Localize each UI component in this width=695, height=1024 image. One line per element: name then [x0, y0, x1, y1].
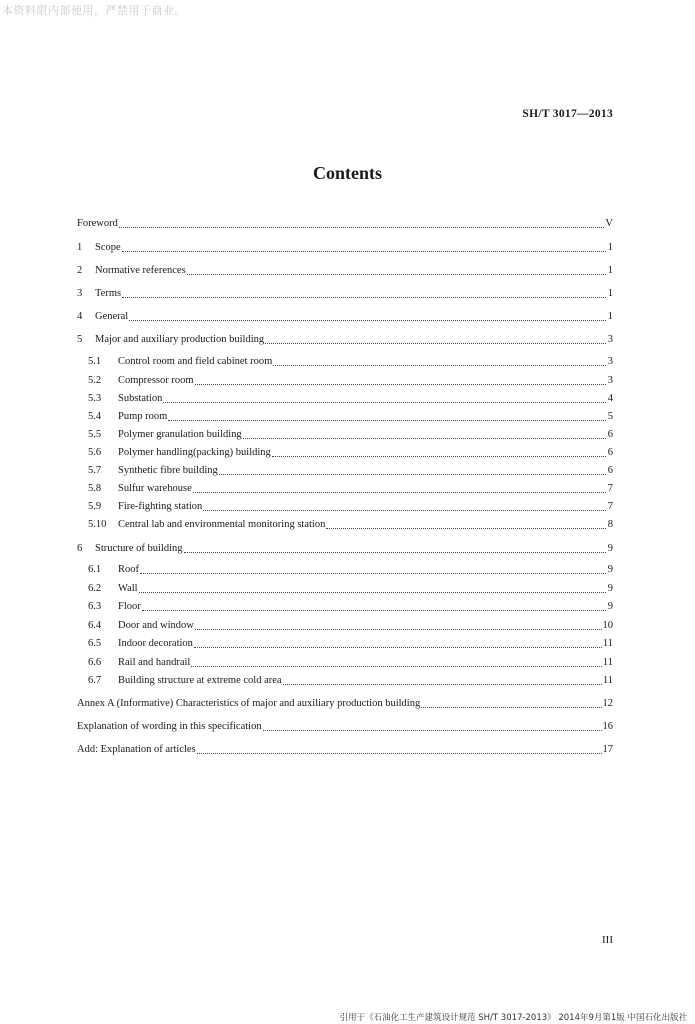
toc-entry-title: Wall: [118, 583, 138, 594]
toc-entry-page: 8: [607, 519, 613, 530]
toc-entry-title: Terms: [95, 288, 122, 299]
toc-leader-dots: [195, 629, 602, 630]
toc-entry-page: 3: [607, 356, 613, 367]
toc-leader-dots: [193, 492, 606, 493]
toc-leader-dots: [263, 730, 602, 731]
toc-leader-dots: [139, 592, 606, 593]
toc-entry-number: 6.5: [88, 638, 102, 649]
toc-entry-title: Major and auxiliary production building: [95, 334, 265, 345]
toc-leader-dots: [142, 610, 606, 611]
toc-entry-number: 1: [77, 242, 83, 253]
toc-entry[interactable]: [88, 410, 613, 424]
toc-leader-dots: [191, 666, 602, 667]
toc-entry-number: 6.3: [88, 601, 102, 612]
toc-leader-dots: [195, 384, 606, 385]
toc-entry[interactable]: [88, 674, 613, 688]
toc-entry[interactable]: [77, 743, 613, 757]
toc-leader-dots: [203, 510, 606, 511]
toc-entry[interactable]: [88, 428, 613, 442]
toc-entry-number: 6.2: [88, 583, 102, 594]
toc-entry-number: 5.4: [88, 411, 102, 422]
toc-entry-number: 5.2: [88, 375, 102, 386]
toc-entry[interactable]: [88, 600, 613, 614]
toc-entry-number: 3: [77, 288, 83, 299]
toc-entry-page: 3: [607, 375, 613, 386]
toc-entry-title: Pump room: [118, 411, 168, 422]
toc-entry[interactable]: [77, 287, 613, 301]
toc-entry-page: 4: [607, 393, 613, 404]
toc-entry-page: 1: [607, 288, 613, 299]
toc-entry-number: 5.1: [88, 356, 102, 367]
toc-entry-page: 9: [607, 564, 613, 575]
toc-leader-dots: [168, 420, 606, 421]
toc-entry-title: Control room and field cabinet room: [118, 356, 273, 367]
toc-entry-title: Substation: [118, 393, 163, 404]
toc-entry-page: 11: [602, 675, 613, 686]
toc-entry-title: General: [95, 311, 129, 322]
toc-entry[interactable]: [77, 241, 613, 255]
document-code: SH/T 3017—2013: [522, 108, 613, 120]
toc-entry[interactable]: [88, 374, 613, 388]
toc-leader-dots: [184, 552, 607, 553]
toc-entry-number: 5.7: [88, 465, 102, 476]
citation-footer: 引用于《石油化工生产建筑设计规范 SH/T 3017-2013》 2014年9月第1版 中国石化出版社: [339, 1013, 687, 1023]
toc-entry-number: 6: [77, 543, 83, 554]
toc-entry-title: Door and window: [118, 620, 194, 631]
toc-entry[interactable]: [88, 637, 613, 651]
toc-entry-title: Scope: [95, 242, 121, 253]
toc-entry-number: 6.6: [88, 657, 102, 668]
toc-entry-title: Add: Explanation of articles: [77, 744, 196, 755]
toc-entry[interactable]: [88, 518, 613, 532]
toc-entry[interactable]: [88, 482, 613, 496]
toc-entry-number: 6.7: [88, 675, 102, 686]
toc-entry-page: 17: [602, 744, 613, 755]
toc-leader-dots: [140, 573, 606, 574]
toc-entry-number: 2: [77, 265, 83, 276]
toc-entry-page: 9: [607, 583, 613, 594]
toc-leader-dots: [163, 402, 606, 403]
toc-entry-page: 3: [607, 334, 613, 345]
toc-leader-dots: [197, 753, 602, 754]
toc-entry-title: Sulfur warehouse: [118, 483, 192, 494]
toc-entry-number: 5.6: [88, 447, 102, 458]
toc-entry-page: 16: [602, 721, 613, 732]
toc-entry-title: Fire-fighting station: [118, 501, 203, 512]
toc-entry-page: 5: [607, 411, 613, 422]
toc-entry-title: Polymer granulation building: [118, 429, 242, 440]
toc-leader-dots: [119, 227, 605, 228]
toc-entry[interactable]: [77, 333, 613, 347]
toc-entry[interactable]: [88, 500, 613, 514]
watermark-text: 本资料限内部使用，严禁用于商业。: [2, 4, 186, 17]
toc-entry[interactable]: [88, 464, 613, 478]
toc-entry[interactable]: [88, 355, 613, 369]
page-number: III: [602, 934, 613, 946]
toc-leader-dots: [194, 647, 602, 648]
toc-entry-number: 6.1: [88, 564, 102, 575]
toc-entry[interactable]: [77, 720, 613, 734]
page-title: Contents: [312, 163, 382, 183]
toc-entry-title: Foreword: [77, 218, 118, 229]
toc-entry-title: Normative references: [95, 265, 186, 276]
toc-entry-title: Structure of building: [95, 543, 183, 554]
toc-leader-dots: [122, 251, 606, 252]
toc-leader-dots: [283, 684, 602, 685]
toc-entry[interactable]: [77, 217, 613, 231]
toc-entry[interactable]: [88, 563, 613, 577]
toc-entry[interactable]: [88, 582, 613, 596]
toc-entry-number: 5.5: [88, 429, 102, 440]
toc-entry-page: 7: [607, 483, 613, 494]
toc-entry-title: Annex A (Informative) Characteristics of major and auxiliary production building: [77, 698, 421, 709]
toc-leader-dots: [187, 274, 606, 275]
toc-entry-page: 1: [607, 242, 613, 253]
toc-leader-dots: [243, 438, 606, 439]
toc-entry-title: Indoor decoration: [118, 638, 193, 649]
toc-entry-page: 7: [607, 501, 613, 512]
toc-leader-dots: [265, 343, 606, 344]
toc-entry-page: 1: [607, 311, 613, 322]
toc-leader-dots: [129, 320, 606, 321]
toc-entry-number: 6.4: [88, 620, 102, 631]
toc-entry[interactable]: [77, 310, 613, 324]
toc-entry-page: 11: [602, 638, 613, 649]
toc-entry-page: 9: [607, 543, 613, 554]
toc-entry-page: 6: [607, 465, 613, 476]
toc-leader-dots: [326, 528, 606, 529]
toc-entry-title: Explanation of wording in this specification: [77, 721, 262, 732]
toc-leader-dots: [421, 707, 601, 708]
toc-entry-title: Building structure at extreme cold area: [118, 675, 282, 686]
toc-entry-page: V: [605, 218, 613, 229]
toc-entry-page: 11: [602, 657, 613, 668]
toc-leader-dots: [273, 365, 606, 366]
toc-entry-number: 5.3: [88, 393, 102, 404]
toc-entry-number: 5.9: [88, 501, 102, 512]
toc-entry-title: Central lab and environmental monitoring station: [118, 519, 326, 530]
toc-entry[interactable]: [77, 697, 613, 711]
toc-entry[interactable]: [77, 542, 613, 556]
toc-entry[interactable]: [88, 619, 613, 633]
toc-entry-title: Rail and handrail: [118, 657, 191, 668]
toc-entry-page: 10: [602, 620, 613, 631]
toc-entry[interactable]: [88, 446, 613, 460]
toc-entry-title: Floor: [118, 601, 141, 612]
toc-entry-title: Synthetic fibre building: [118, 465, 218, 476]
toc-entry-number: 5: [77, 334, 83, 345]
toc-entry-number: 4: [77, 311, 83, 322]
toc-leader-dots: [219, 474, 606, 475]
toc-entry-title: Roof: [118, 564, 139, 575]
toc-entry[interactable]: [88, 392, 613, 406]
toc-entry-page: 1: [607, 265, 613, 276]
toc-entry-title: Polymer handling(packing) building: [118, 447, 271, 458]
toc-entry-number: 5.10: [88, 519, 107, 530]
toc-leader-dots: [122, 297, 606, 298]
toc-leader-dots: [272, 456, 606, 457]
toc-entry-page: 12: [602, 698, 613, 709]
toc-entry[interactable]: [88, 656, 613, 670]
toc-entry-number: 5.8: [88, 483, 102, 494]
toc-entry[interactable]: [77, 264, 613, 278]
toc-entry-page: 6: [607, 447, 613, 458]
toc-entry-title: Compressor room: [118, 375, 194, 386]
toc-entry-page: 6: [607, 429, 613, 440]
toc-entry-page: 9: [607, 601, 613, 612]
